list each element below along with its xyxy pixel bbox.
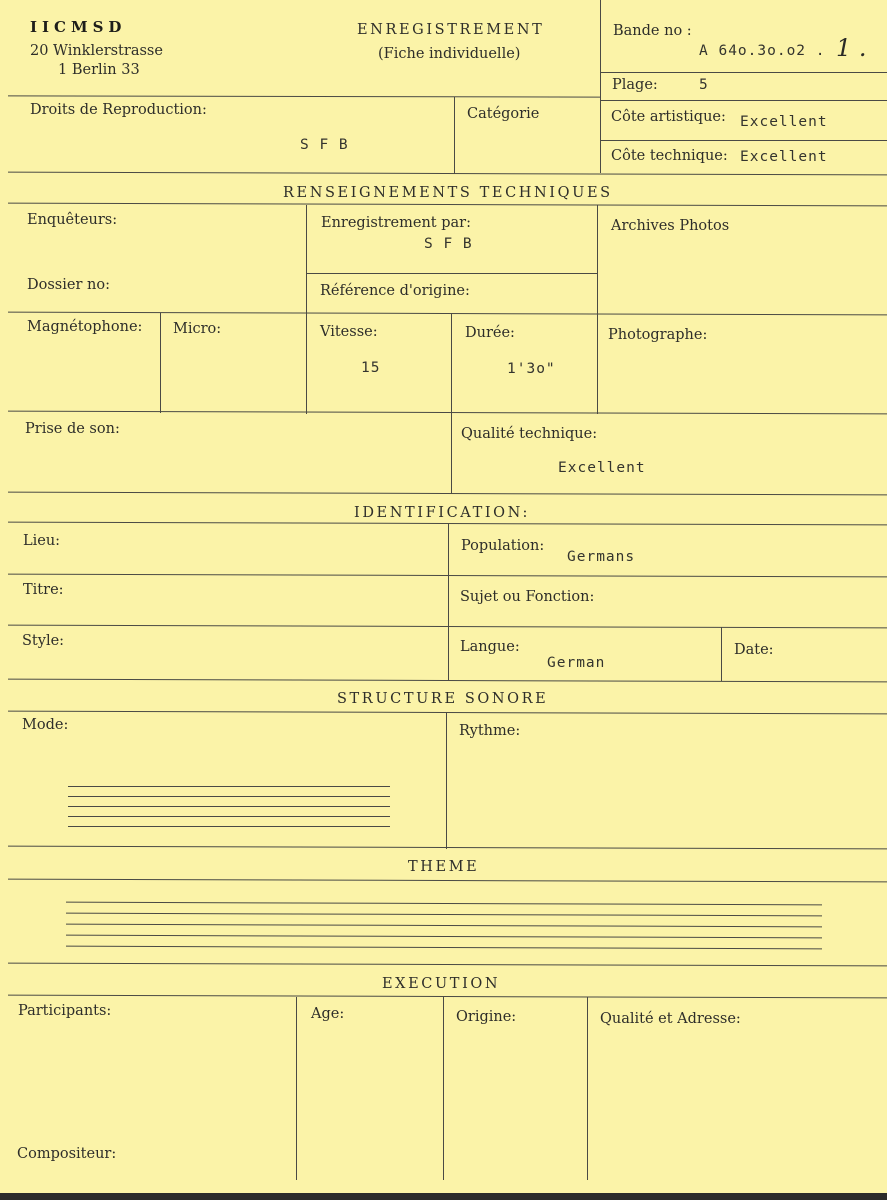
divider [306, 205, 307, 414]
population-label: Population: [461, 538, 545, 554]
divider [160, 313, 161, 413]
population-value: Germans [567, 549, 636, 565]
divider [8, 846, 887, 850]
divider [451, 313, 452, 494]
date-label: Date: [734, 642, 774, 658]
origine-label: Origine: [456, 1009, 517, 1025]
droits-label: Droits de Reproduction: [30, 102, 207, 118]
section-title-identification: IDENTIFICATION: [354, 505, 530, 521]
divider [454, 97, 455, 174]
compositeur-label: Compositeur: [17, 1146, 117, 1162]
divider [8, 879, 887, 883]
qualite-technique-label: Qualité technique: [461, 426, 598, 442]
divider [443, 997, 444, 1180]
style-label: Style: [22, 633, 65, 649]
address-line-2: 1 Berlin 33 [58, 62, 140, 78]
enqueteurs-label: Enquêteurs: [27, 212, 118, 228]
section-title-execution: EXECUTION [382, 976, 501, 992]
org-logo: IICMSD [30, 18, 127, 36]
micro-label: Micro: [173, 321, 222, 337]
divider [8, 963, 887, 967]
form-subtitle: (Fiche individuelle) [378, 46, 521, 62]
form-title: ENREGISTREMENT [357, 22, 545, 38]
cote-technique-value: Excellent [740, 149, 828, 165]
bande-label: Bande no : [613, 23, 692, 39]
sujet-label: Sujet ou Fonction: [460, 589, 595, 605]
duree-label: Durée: [465, 325, 515, 341]
enregistrement-par-label: Enregistrement par: [321, 215, 471, 231]
archives-photos-label: Archives Photos [611, 218, 730, 234]
divider [600, 140, 887, 141]
divider [600, 100, 887, 101]
duree-value: 1'3o" [507, 361, 556, 377]
langue-value: German [547, 655, 606, 671]
participants-label: Participants: [18, 1003, 112, 1019]
qualite-adresse-label: Qualité et Adresse: [600, 1011, 741, 1027]
enregistrement-par-value: S F B [424, 236, 473, 252]
cote-artistique-label: Côte artistique: [611, 109, 726, 125]
divider [721, 627, 722, 681]
rythme-label: Rythme: [459, 723, 521, 739]
divider [8, 312, 887, 316]
categorie-label: Catégorie [467, 106, 540, 122]
divider [597, 205, 598, 414]
divider [8, 95, 600, 98]
bande-value: A 64o.3o.o2 . [699, 43, 826, 59]
magnetophone-label: Magnétophone: [27, 319, 143, 335]
photographe-label: Photographe: [608, 327, 708, 343]
qualite-technique-value: Excellent [558, 460, 646, 476]
address-line-1: 20 Winklerstrasse [30, 43, 163, 59]
divider [8, 711, 887, 715]
divider [587, 997, 588, 1180]
divider [8, 492, 887, 496]
lieu-label: Lieu: [23, 533, 61, 549]
divider [8, 411, 887, 415]
divider [296, 997, 297, 1180]
divider [8, 203, 887, 207]
prise-label: Prise de son: [25, 421, 120, 437]
plage-value: 5 [699, 77, 709, 93]
section-title-structure: STRUCTURE SONORE [337, 691, 549, 707]
cote-artistique-value: Excellent [740, 114, 828, 130]
divider [600, 72, 887, 73]
bande-handwritten: 1 . [836, 34, 867, 62]
vitesse-value: 15 [361, 360, 381, 376]
divider [8, 995, 887, 999]
divider [600, 0, 601, 173]
section-title-technique: RENSEIGNEMENTS TECHNIQUES [283, 185, 613, 201]
section-title-theme: THEME [408, 859, 480, 875]
droits-value: S F B [300, 137, 349, 153]
plage-label: Plage: [612, 77, 658, 93]
divider [446, 713, 447, 849]
vitesse-label: Vitesse: [320, 324, 378, 340]
titre-label: Titre: [23, 582, 64, 598]
cote-technique-label: Côte technique: [611, 148, 728, 164]
divider [448, 524, 449, 681]
reference-label: Référence d'origine: [320, 283, 470, 299]
dossier-label: Dossier no: [27, 277, 110, 293]
divider [306, 273, 597, 274]
age-label: Age: [311, 1006, 345, 1022]
mode-label: Mode: [22, 717, 69, 733]
divider [8, 172, 887, 176]
langue-label: Langue: [460, 639, 520, 655]
